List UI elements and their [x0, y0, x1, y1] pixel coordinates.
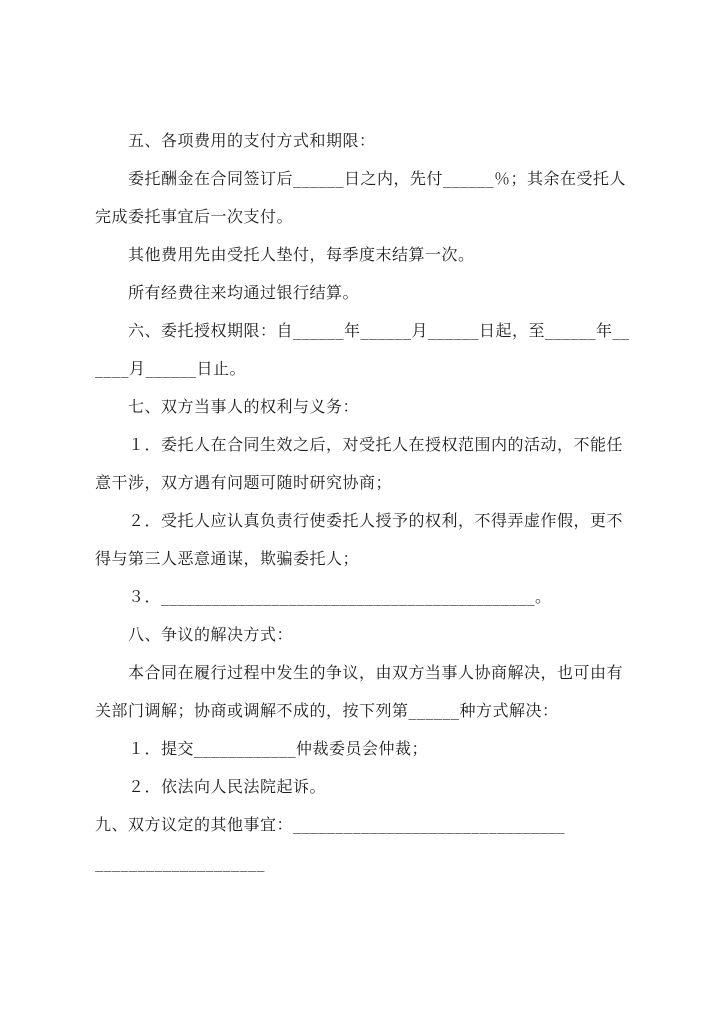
- doc-line-section-9-other-matters: 九、双方议定的其他事宜：________________________________: [95, 815, 566, 834]
- doc-line-authorization-period-cont: ____月______日止。: [95, 359, 247, 378]
- doc-line-clause-3-blank: ３．____________________________________________。: [128, 587, 552, 606]
- doc-line-bank-settlement: 所有经费往来均通过银行结算。: [128, 283, 360, 302]
- doc-line-court-option: ２．依法向人民法院起诉。: [128, 777, 327, 796]
- doc-line-payment-terms-cont: 完成委托事宜后一次支付。: [95, 207, 294, 226]
- doc-line-dispute-resolution-cont: 关部门调解；协商或调解不成的，按下列第______种方式解决：: [95, 701, 559, 720]
- doc-line-section-8-heading: 八、争议的解决方式：: [128, 625, 294, 644]
- doc-line-section-6-authorization-period: 六、委托授权期限：自______年______月______日起，至______年__: [128, 321, 630, 340]
- doc-line-other-matters-cont: ____________________: [95, 853, 265, 872]
- doc-line-other-fees: 其他费用先由受托人垫付，每季度末结算一次。: [128, 245, 475, 264]
- doc-line-payment-terms: 委托酬金在合同签订后______日之内，先付______％；其余在受托人: [128, 169, 627, 188]
- doc-line-clause-1-cont: 意干涉，双方遇有问题可随时研究协商；: [95, 473, 393, 492]
- doc-line-clause-2: ２．受托人应认真负责行使委托人授予的权利，不得弄虚作假，更不: [128, 511, 624, 530]
- doc-line-clause-2-cont: 得与第三人恶意通谋，欺骗委托人；: [95, 549, 360, 568]
- doc-line-clause-1: １．委托人在合同生效之后，对受托人在授权范围内的活动，不能任: [128, 435, 624, 454]
- doc-line-dispute-resolution: 本合同在履行过程中发生的争议，由双方当事人协商解决，也可由有: [128, 663, 624, 682]
- doc-line-arbitration-option: １．提交____________仲裁委员会仲裁；: [128, 739, 429, 758]
- doc-line-section-7-heading: 七、双方当事人的权利与义务：: [128, 397, 360, 416]
- doc-line-section-5-heading: 五、各项费用的支付方式和期限：: [128, 131, 376, 150]
